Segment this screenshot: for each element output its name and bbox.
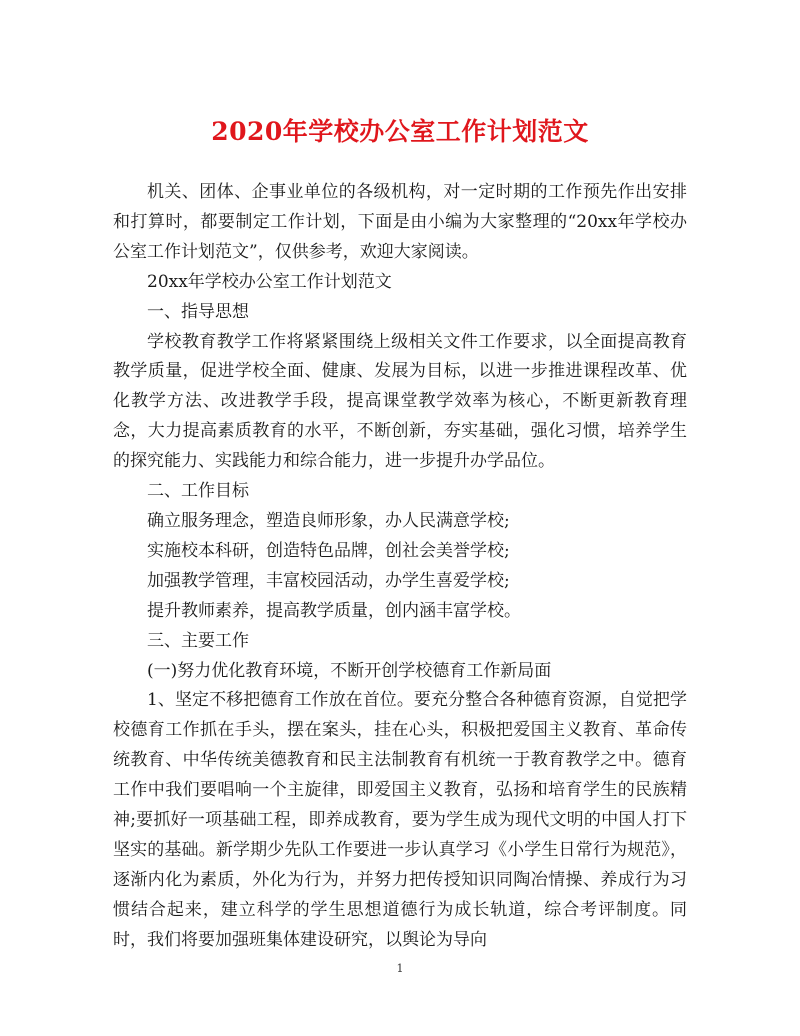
moral-education-paragraph: 1、坚定不移把德育工作放在首位。要充分整合各种德育资源，自觉把学校德育工作抓在手头，摆在案头，挂在心头，积极把爱国主义教育、革命传统教育、中华传统美德教育和民主法制教育有机统一于教育教学之中。德育工作中我们要唱响一个主旋律，即爱国主义教育，弘扬和培育学生的民族精神;要抓好一项基础工程，即养成教育，要为学生成为现代文明的中国人打下坚实的基础。新学期少先队工作要进一步认真学习《小学生日常行为规范》，逐渐内化为素质，外化为行为，并努力把传授知识同陶冶情操、养成行为习惯结合起来，建立科学的学生思想道德行为成长轨道，综合考评制度。同时，我们将要加强班集体建设研究，以舆论为导向 — [113, 690, 687, 950]
section-heading-work-goals: 二、工作目标 — [147, 481, 249, 502]
page-number: 1 — [396, 962, 404, 975]
goal-item: 提升教师素养，提高教学质量，创内涵丰富学校。 — [147, 600, 521, 621]
subtitle-paragraph: 20xx年学校办公室工作计划范文 — [147, 271, 392, 292]
guiding-ideology-paragraph: 学校教育教学工作将紧紧围绕上级相关文件工作要求，以全面提高教育教学质量，促进学校全面、健康、发展为目标，以进一步推进课程改革、优化教学方法、改进教学手段，提高课堂教学效率为核心，不断更新教育理念，大力提高素质教育的水平，不断创新，夯实基础，强化习惯，培养学生的探究能力、实践能力和综合能力，进一步提升办学品位。 — [113, 331, 687, 472]
document-title: 2020年学校办公室工作计划范文 — [211, 117, 589, 146]
section-heading-main-work: 三、主要工作 — [147, 630, 249, 651]
goal-item: 实施校本科研，创造特色品牌，创社会美誉学校; — [147, 540, 510, 561]
intro-paragraph: 机关、团体、企事业单位的各级机构，对一定时期的工作预先作出安排和打算时，都要制定工作计划，下面是由小编为大家整理的“20xx年学校办公室工作计划范文”，仅供参考，欢迎大家阅读。 — [113, 182, 687, 262]
subsection-heading: (一)努力优化教育环境，不断开创学校德育工作新局面 — [147, 660, 552, 681]
document-body — [113, 178, 687, 956]
goal-item: 确立服务理念，塑造良师形象，办人民满意学校; — [147, 510, 510, 531]
goal-item: 加强教学管理，丰富校园活动，办学生喜爱学校; — [147, 570, 510, 591]
section-heading-guiding-ideology: 一、指导思想 — [147, 301, 249, 322]
